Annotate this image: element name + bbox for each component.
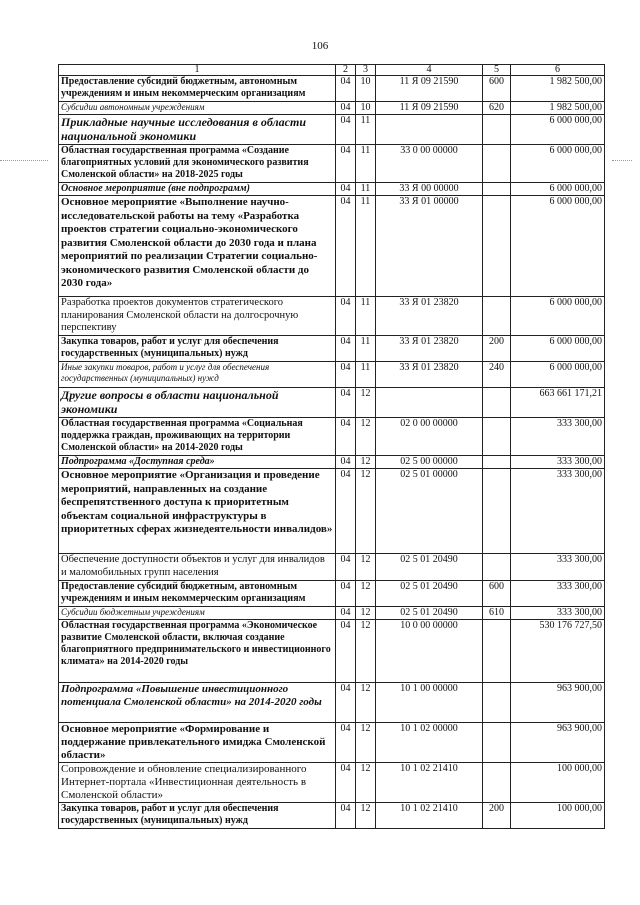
row-pr: 12 xyxy=(356,554,376,581)
row-vr: 240 xyxy=(483,362,511,388)
row-rz: 04 xyxy=(336,456,356,469)
header-cell: 4 xyxy=(376,65,483,76)
row-rz: 04 xyxy=(336,723,356,763)
row-csr: 02 0 00 00000 xyxy=(376,418,483,456)
row-sum: 333 300,00 xyxy=(511,607,605,620)
row-pr: 10 xyxy=(356,102,376,115)
header-cell: 3 xyxy=(356,65,376,76)
row-sum: 6 000 000,00 xyxy=(511,196,605,297)
row-name: Закупка товаров, работ и услуг для обеспечения государственных (муниципальных) нужд xyxy=(59,803,336,829)
row-csr: 33 Я 01 23820 xyxy=(376,297,483,336)
row-name: Подпрограмма «Повышение инвестиционного потенциала Смоленской области» на 2014-2020 годы xyxy=(59,683,336,723)
row-sum: 6 000 000,00 xyxy=(511,297,605,336)
row-rz: 04 xyxy=(336,469,356,554)
margin-mark-right xyxy=(612,160,632,162)
row-vr xyxy=(483,683,511,723)
row-pr: 12 xyxy=(356,607,376,620)
row-pr: 11 xyxy=(356,297,376,336)
row-name: Основное мероприятие (вне подпрограмм) xyxy=(59,183,336,196)
table-row xyxy=(59,183,605,196)
row-csr: 11 Я 09 21590 xyxy=(376,102,483,115)
row-csr: 11 Я 09 21590 xyxy=(376,76,483,102)
row-name: Областная государственная программа «Создание благоприятных условий для экономического развития Смоленской области» на 2018-2025 годы xyxy=(59,145,336,183)
row-sum: 663 661 171,21 xyxy=(511,388,605,418)
row-sum: 1 982 500,00 xyxy=(511,76,605,102)
row-pr: 11 xyxy=(356,145,376,183)
row-csr: 02 5 01 00000 xyxy=(376,469,483,554)
table-row xyxy=(59,456,605,469)
row-vr: 610 xyxy=(483,607,511,620)
table-row xyxy=(59,102,605,115)
row-rz: 04 xyxy=(336,418,356,456)
row-name: Субсидии бюджетным учреждениям xyxy=(59,607,336,620)
row-csr: 33 Я 00 00000 xyxy=(376,183,483,196)
table-row xyxy=(59,115,605,145)
row-sum: 530 176 727,50 xyxy=(511,620,605,683)
row-vr: 200 xyxy=(483,336,511,362)
row-csr: 33 Я 01 00000 xyxy=(376,196,483,297)
row-sum: 6 000 000,00 xyxy=(511,183,605,196)
table-row xyxy=(59,607,605,620)
row-rz: 04 xyxy=(336,803,356,829)
header-cell: 2 xyxy=(336,65,356,76)
row-rz: 04 xyxy=(336,388,356,418)
row-name: Другие вопросы в области национальной экономики xyxy=(59,388,336,418)
row-name: Основное мероприятие «Формирование и поддержание привлекательного имиджа Смоленской области» xyxy=(59,723,336,763)
row-sum: 6 000 000,00 xyxy=(511,145,605,183)
row-csr: 10 1 00 00000 xyxy=(376,683,483,723)
row-sum: 963 900,00 xyxy=(511,683,605,723)
page-number: 106 xyxy=(311,40,329,52)
row-sum: 6 000 000,00 xyxy=(511,336,605,362)
row-vr xyxy=(483,145,511,183)
row-csr: 10 1 02 21410 xyxy=(376,763,483,803)
row-csr xyxy=(376,115,483,145)
row-csr: 02 5 01 20490 xyxy=(376,607,483,620)
row-csr: 02 5 01 20490 xyxy=(376,554,483,581)
row-name: Подпрограмма «Доступная среда» xyxy=(59,456,336,469)
table-row xyxy=(59,145,605,183)
table-row xyxy=(59,803,605,829)
row-rz: 04 xyxy=(336,336,356,362)
table-row xyxy=(59,723,605,763)
table-row xyxy=(59,581,605,607)
row-vr xyxy=(483,196,511,297)
row-csr: 33 Я 01 23820 xyxy=(376,336,483,362)
row-sum: 100 000,00 xyxy=(511,803,605,829)
row-vr xyxy=(483,723,511,763)
row-pr: 11 xyxy=(356,362,376,388)
row-vr xyxy=(483,554,511,581)
table-row xyxy=(59,620,605,683)
row-vr xyxy=(483,763,511,803)
row-vr xyxy=(483,620,511,683)
row-csr: 10 0 00 00000 xyxy=(376,620,483,683)
row-sum: 6 000 000,00 xyxy=(511,362,605,388)
table-row xyxy=(59,297,605,336)
row-vr xyxy=(483,469,511,554)
row-pr: 12 xyxy=(356,763,376,803)
header-cell: 6 xyxy=(511,65,605,76)
row-sum: 1 982 500,00 xyxy=(511,102,605,115)
row-name: Областная государственная программа «Социальная поддержка граждан, проживающих на территории Смоленской области» на 2014-2020 годы xyxy=(59,418,336,456)
row-vr xyxy=(483,183,511,196)
row-sum: 6 000 000,00 xyxy=(511,115,605,145)
row-pr: 12 xyxy=(356,418,376,456)
table-row xyxy=(59,362,605,388)
row-sum: 333 300,00 xyxy=(511,456,605,469)
row-rz: 04 xyxy=(336,102,356,115)
row-rz: 04 xyxy=(336,297,356,336)
row-csr xyxy=(376,388,483,418)
row-pr: 12 xyxy=(356,581,376,607)
row-sum: 333 300,00 xyxy=(511,581,605,607)
row-vr xyxy=(483,115,511,145)
table-row xyxy=(59,418,605,456)
row-vr: 600 xyxy=(483,581,511,607)
row-name: Обеспечение доступности объектов и услуг для инвалидов и маломобильных групп населения xyxy=(59,554,336,581)
row-vr: 200 xyxy=(483,803,511,829)
budget-table xyxy=(58,64,605,829)
row-vr: 620 xyxy=(483,102,511,115)
row-rz: 04 xyxy=(336,554,356,581)
table-row xyxy=(59,763,605,803)
row-pr: 11 xyxy=(356,336,376,362)
row-vr xyxy=(483,418,511,456)
table-row xyxy=(59,683,605,723)
row-name: Предоставление субсидий бюджетным, автономным учреждениям и иным некоммерческим организациям xyxy=(59,581,336,607)
row-rz: 04 xyxy=(336,362,356,388)
row-vr xyxy=(483,297,511,336)
row-name: Иные закупки товаров, работ и услуг для обеспечения государственных (муниципальных) нужд xyxy=(59,362,336,388)
row-name: Областная государственная программа «Экономическое развитие Смоленской области, включая создание благоприятного предпринимательского и инвестиционного климата» на 2014-2020 годы xyxy=(59,620,336,683)
row-name: Субсидии автономным учреждениям xyxy=(59,102,336,115)
row-name: Основное мероприятие «Выполнение научно-исследовательской работы на тему «Разработка проектов стратегии социально-экономического развития Смоленской области до 2030 года и плана мероприятий по реализации Стратегии социально-экономического развития Смоленской области до 2030 года» xyxy=(59,196,336,297)
row-name: Закупка товаров, работ и услуг для обеспечения государственных (муниципальных) нужд xyxy=(59,336,336,362)
row-sum: 963 900,00 xyxy=(511,723,605,763)
row-pr: 10 xyxy=(356,76,376,102)
row-pr: 12 xyxy=(356,620,376,683)
row-name: Предоставление субсидий бюджетным, автономным учреждениям и иным некоммерческим организациям xyxy=(59,76,336,102)
row-csr: 33 0 00 00000 xyxy=(376,145,483,183)
row-pr: 12 xyxy=(356,388,376,418)
row-name: Основное мероприятие «Организация и проведение мероприятий, направленных на создание беспрепятственного доступа к приоритетным объектам социальной инфраструктуры в приоритетных сферах жизнедеятельности инвалидов» xyxy=(59,469,336,554)
row-rz: 04 xyxy=(336,763,356,803)
row-pr: 12 xyxy=(356,683,376,723)
row-vr: 600 xyxy=(483,76,511,102)
margin-mark-left xyxy=(0,160,48,162)
row-sum: 333 300,00 xyxy=(511,469,605,554)
header-cell: 5 xyxy=(483,65,511,76)
row-csr: 02 5 01 20490 xyxy=(376,581,483,607)
row-csr: 02 5 00 00000 xyxy=(376,456,483,469)
row-pr: 11 xyxy=(356,196,376,297)
row-name: Разработка проектов документов стратегического планирования Смоленской области на долгосрочную перспективу xyxy=(59,297,336,336)
row-rz: 04 xyxy=(336,620,356,683)
row-name: Сопровождение и обновление специализированного Интернет-портала «Инвестиционная деятельность в Смоленской области» xyxy=(59,763,336,803)
table-header-row xyxy=(59,65,605,76)
row-pr: 12 xyxy=(356,456,376,469)
row-pr: 12 xyxy=(356,723,376,763)
row-rz: 04 xyxy=(336,76,356,102)
row-csr: 10 1 02 21410 xyxy=(376,803,483,829)
table-row xyxy=(59,554,605,581)
row-pr: 11 xyxy=(356,183,376,196)
row-pr: 12 xyxy=(356,469,376,554)
row-pr: 12 xyxy=(356,803,376,829)
row-rz: 04 xyxy=(336,683,356,723)
row-pr: 11 xyxy=(356,115,376,145)
row-rz: 04 xyxy=(336,145,356,183)
row-rz: 04 xyxy=(336,183,356,196)
row-rz: 04 xyxy=(336,581,356,607)
row-sum: 333 300,00 xyxy=(511,418,605,456)
table-row xyxy=(59,76,605,102)
row-sum: 100 000,00 xyxy=(511,763,605,803)
row-name: Прикладные научные исследования в области национальной экономики xyxy=(59,115,336,145)
table-row xyxy=(59,388,605,418)
row-rz: 04 xyxy=(336,115,356,145)
row-rz: 04 xyxy=(336,196,356,297)
table-row xyxy=(59,336,605,362)
table-row xyxy=(59,469,605,554)
row-csr: 10 1 02 00000 xyxy=(376,723,483,763)
row-vr xyxy=(483,388,511,418)
row-rz: 04 xyxy=(336,607,356,620)
row-vr xyxy=(483,456,511,469)
header-cell: 1 xyxy=(59,65,336,76)
table-row xyxy=(59,196,605,297)
row-csr: 33 Я 01 23820 xyxy=(376,362,483,388)
row-sum: 333 300,00 xyxy=(511,554,605,581)
